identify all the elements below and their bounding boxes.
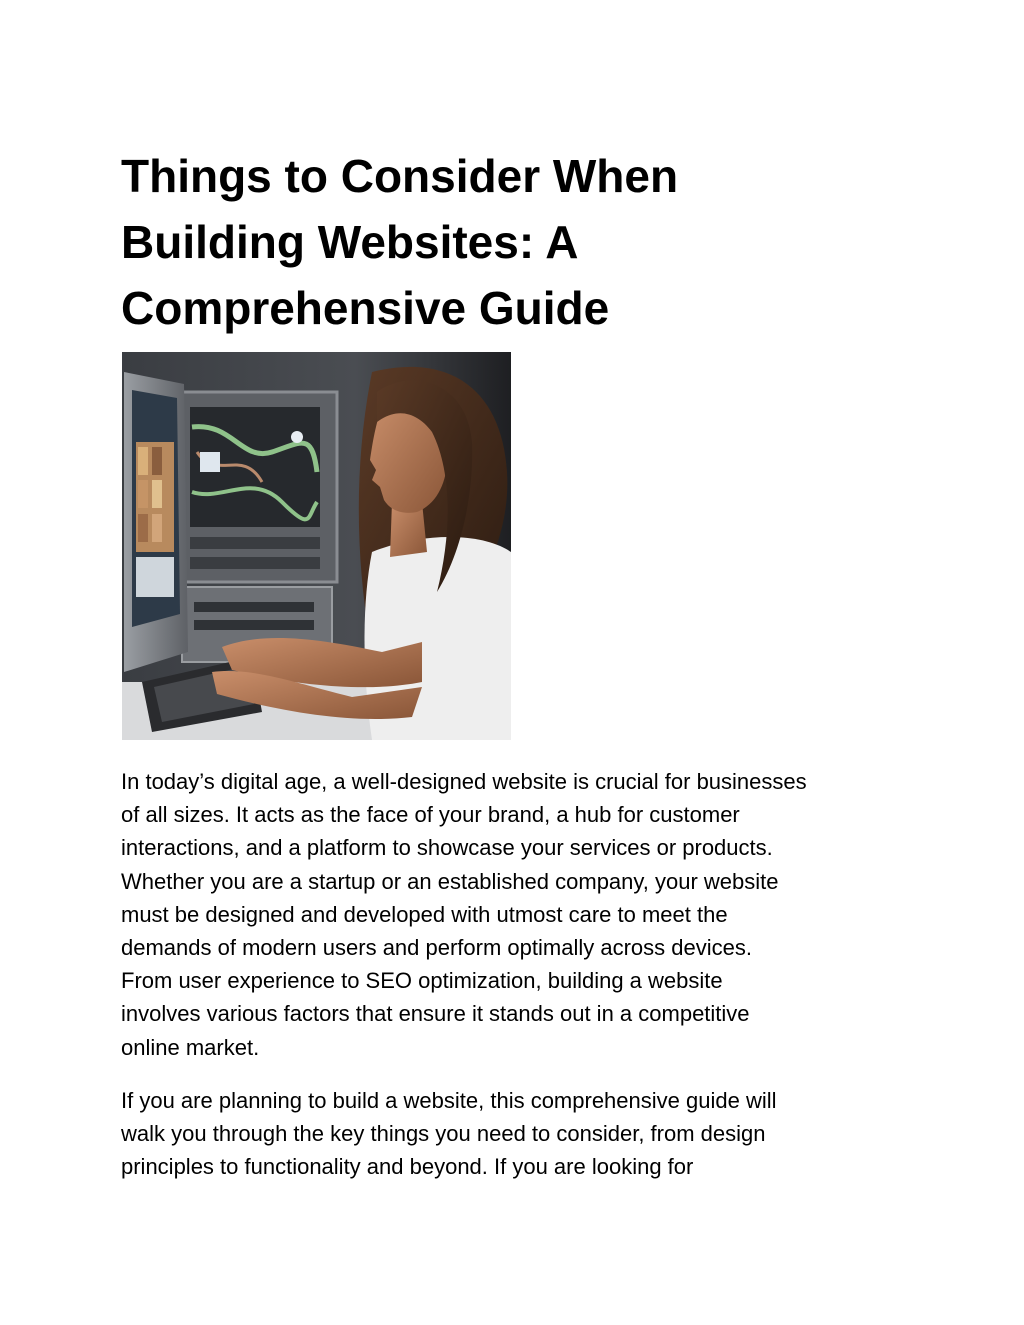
page-title: [121, 143, 841, 341]
paragraph-line: principles to functionality and beyond. If you are looking for: [121, 1154, 694, 1180]
paragraph-intro: [121, 765, 921, 1064]
paragraph-line: walk you through the key things you need to consider, from design: [121, 1121, 766, 1147]
paragraph-line: online market.: [121, 1034, 260, 1060]
paragraph-guide: [121, 1084, 921, 1184]
paragraph-line: Whether you are a startup or an established company, your website: [121, 868, 779, 894]
title-line: Building Websites: A: [121, 216, 579, 268]
paragraph-line: involves various factors that ensure it stands out in a competitive: [121, 1001, 750, 1027]
paragraph-line: From user experience to SEO optimization, building a website: [121, 968, 723, 994]
paragraph-line: of all sizes. It acts as the face of your brand, a hub for customer: [121, 802, 740, 828]
paragraph-line: interactions, and a platform to showcase your services or products.: [121, 835, 773, 861]
paragraph-line: If you are planning to build a website, this comprehensive guide will: [121, 1088, 777, 1113]
paragraph-line: must be designed and developed with utmost care to meet the: [121, 901, 728, 927]
title-line: Things to Consider When: [121, 150, 679, 202]
paragraph-line: In today’s digital age, a well-designed website is crucial for businesses: [121, 769, 807, 794]
hero-image: [122, 352, 511, 740]
title-line: Comprehensive Guide: [121, 282, 610, 334]
paragraph-line: demands of modern users and perform optimally across devices.: [121, 935, 752, 961]
